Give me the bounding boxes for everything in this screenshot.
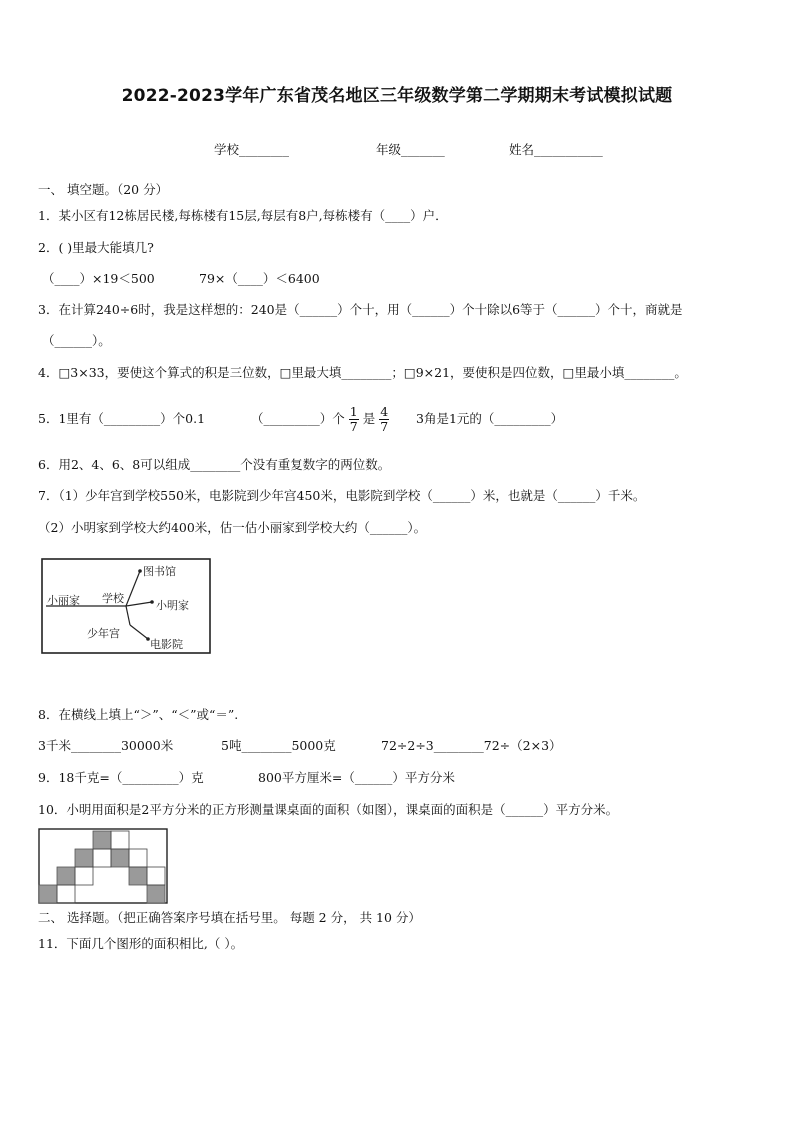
question-3-line-1: 3．在计算240÷6时，我是这样想的：240是（______）个十，用（______）个十除以6等于（______）个十，商就是 (38, 302, 683, 317)
label-library: 图书馆 (143, 565, 176, 578)
question-4: 4．□3×33，要使这个算式的积是三位数，□里最大填________；□9×21，要使积是四位数，□里最小填________。 (38, 365, 687, 380)
label-cinema: 电影院 (150, 638, 183, 651)
measure-square (129, 867, 147, 885)
question-10: 10．小明用面积是2平方分米的正方形测量课桌面的面积（如图），课桌面的面积是（______）平方分米。 (38, 802, 619, 817)
label-school: 学校 (102, 592, 124, 605)
question-7-1: 7．（1）少年宫到学校550米，电影院到少年宫450米，电影院到学校（______）米，也就是（______）千米。 (38, 488, 646, 503)
road-school-youth-palace (126, 606, 130, 625)
question-2a: （____）×19＜500 (42, 271, 155, 286)
fraction-denominator: 7 (380, 419, 389, 434)
question-5-part-2 (251, 400, 389, 438)
question-2b: 79×（____）＜6400 (199, 271, 320, 286)
question-7-2: （2）小明家到学校大约400米，估一估小丽家到学校大约（______）。 (38, 520, 427, 535)
school-field: 学校________ (214, 142, 290, 157)
question-3-line-2: （______）。 (42, 333, 111, 348)
question-8c: 72÷2÷3________72÷（2×3） (381, 738, 562, 753)
label-xiaoming-home: 小明家 (156, 599, 189, 612)
fraction-four-sevenths (379, 405, 389, 434)
grade-field: 年级_______ (376, 142, 445, 157)
measure-square (93, 831, 111, 849)
measure-square (111, 849, 129, 867)
fraction-numerator: 4 (380, 404, 389, 419)
fraction-denominator: 7 (349, 419, 358, 434)
name-field: 姓名___________ (509, 142, 603, 157)
label-xiaoli-home: 小丽家 (47, 594, 80, 607)
question-9a: 9．18千克=（_________）克 (38, 770, 204, 785)
measure-square (147, 885, 165, 903)
question-9b: 800平方厘米=（______）平方分米 (258, 770, 455, 785)
question-8b: 5吨________5000克 (221, 738, 336, 753)
fraction-one-seventh (349, 405, 359, 434)
road-school-xiaoming (126, 602, 152, 606)
road-youth-palace-cinema (130, 625, 148, 639)
question-5-part-2-text: （_________）个 (251, 411, 345, 426)
question-5-part-1: 5．1里有（_________）个0.1 (38, 411, 206, 426)
fraction-numerator: 1 (349, 404, 358, 419)
question-2: 2．( )里最大能填几? (38, 240, 154, 255)
section-1-heading: 一、 填空题。（20 分） (38, 182, 169, 197)
question-1: 1．某小区有12栋居民楼,每栋楼有15层,每层有8户,每栋楼有（____）户． (38, 208, 448, 223)
road-school-library (126, 571, 140, 606)
question-5-is-text: 是 (362, 411, 376, 426)
section-2-heading: 二、 选择题。（把正确答案序号填在括号里。 每题 2 分， 共 10 分） (38, 910, 421, 925)
question-8: 8．在横线上填上“＞”、“＜”或“＝”. (38, 707, 239, 722)
page-title: 2022-2023学年广东省茂名地区三年级数学第二学期期末考试模拟试题 (121, 86, 673, 106)
desk-grid-figure (38, 828, 168, 904)
xiaoming-dot (150, 600, 154, 604)
route-map-figure (40, 557, 212, 655)
measure-square (57, 867, 75, 885)
question-6: 6．用2、4、6、8可以组成________个没有重复数字的两位数。 (38, 457, 391, 472)
question-8a: 3千米________30000米 (38, 738, 174, 753)
label-youth-palace: 少年宫 (87, 627, 120, 640)
library-dot (138, 569, 142, 573)
question-11: 11．下面几个图形的面积相比,（ ）。 (38, 936, 244, 951)
question-5-part-3: 3角是1元的（_________） (416, 411, 564, 426)
measure-square (75, 849, 93, 867)
measure-square (39, 885, 57, 903)
